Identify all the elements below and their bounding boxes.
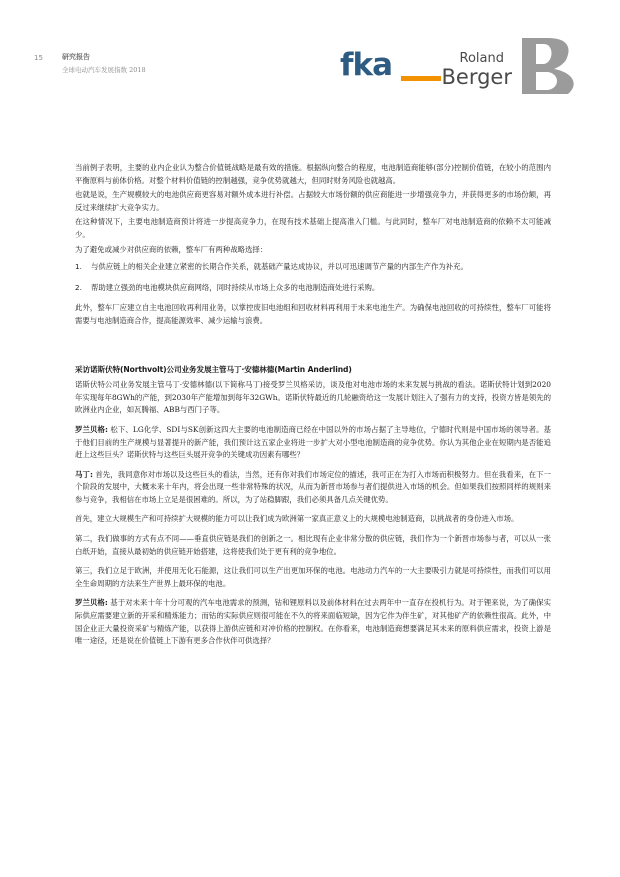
question-text: 松下、LG化学、SDI与SK创新这四大主要的电池制造商已经在中国以外的市场占据了主导地位，宁德时代则是中国市场的领导者。基于他们目前的生产规模与显著提升的新产能，我们预计这五家企业将进一步扩大对小型电池制造商的竞争优势。你认为其他企业在短期内是否能追赶上这些巨头？诺斯伏特与这些巨头展开竞争的关键成功因素有哪些？ [75, 424, 551, 460]
report-label: 研究报告 [62, 53, 90, 61]
question-text: 基于对未来十年十分可观的汽车电池需求的预测，钴和锂原料以及前体材料在过去两年中一直存在投机行为。对于锂来说，为了确保实际供应需要建立新的开采和精炼能力；而钴的实际供应则很可能在不久的将来面临短缺，因为它作为伴生矿，对其他矿产的依赖性很高。此外，中国企业正大量投资采矿与精炼产能，以获得上游供应链和对冲价格的控制权。在你看来，电池制造商想要满足其未来的原料供应需求，投资上游是唯一途径，还是说在价值链上下游有更多合作伙伴可供选择？ [75, 598, 551, 646]
interview-question [75, 597, 551, 647]
answer-text: 首先，我同意你对市场以及这些巨头的看法，当然，还有你对我们市场定位的描述，我可正在为打入市场而积极努力。但在我看来，在下一个阶段的发展中，大概未来十年内，将会出现一些非常特殊的状况，从而为新晋市场参与者们提供进入市场的机会。但如果我们按照同样的规则来参与竞争，我相信在市场上立足是很困难的。所以，为了站稳脚跟，我们必须具备几点关键优势。 [75, 469, 551, 504]
list-number: 1. [75, 262, 82, 272]
report-subtitle: 全球电动汽车发展指数 2018 [62, 66, 146, 74]
interview-question [75, 424, 551, 462]
list-item [75, 261, 551, 274]
fka-logo-text: fka [340, 47, 393, 83]
speaker-label: 罗兰贝格: [75, 424, 108, 434]
interview-intro: 诺斯伏特公司业务发展主管马丁·安德林德(以下简称马丁)接受罗兰贝格采访，谈及他对电池市场的未来发展与挑战的看法。诺斯伏特计划到2020年实现每年8GWh的产能，到2030年产能增加到每年32GWh。诺斯伏特最近的几轮融资给这一发展计划注入了强有力的支持，投资方皆是领先的欧洲业内企业，如瓦腾福、ABB与西门子等。 [75, 380, 551, 415]
paragraph: 当前例子表明，主要的业内企业认为整合价值链战略是最有效的措施。根据纵向整合的程度，电池制造商能够(部分)控制价值链，在较小的范围内平衡原料与前体价格。对整个材料价值链的控制越强，竞争优势就越大，但同时财务风险也就越高。 [75, 163, 551, 185]
paragraph: 在这种情况下，主要电池制造商预计将进一步提高竞争力，在现有技术基础上提高准入门槛。与此同时，整车厂对电池制造商的依赖不太可能减少。 [75, 217, 551, 239]
speaker-label: 罗兰贝格: [75, 598, 108, 608]
page-number: 15 [34, 54, 43, 62]
list-item [75, 282, 551, 295]
interview-title: 采访诺斯伏特(Northvolt)公司业务发展主管马丁·安德林德(Martin Anderlind) [75, 364, 352, 374]
answer-paragraph: 第二，我们做事的方式有点不同——垂直供应链是我们的创新之一。相比现有企业非常分散的供应链，我们作为一个新晋市场参与者，可以从一张白纸开始，直接从最初始的供应链开始搭建，这将使我们处于更有利的竞争地位。 [75, 534, 551, 556]
list-number: 2. [75, 282, 82, 292]
paragraph: 此外，整车厂应建立自主电池回收再利用业务，以掌控废旧电池组和回收材料再利用于未来电池生产。为确保电池回收的可持续性，整车厂可能将需要与电池制造商合作，提高能源效率、减少运输与浪费。 [75, 303, 551, 325]
answer-paragraph: 首先，建立大规模生产和可持续扩大规模的能力可以让我们成为欧洲第一家真正意义上的大规模电池制造商，以挑战者的身份进入市场。 [75, 514, 519, 524]
speaker-label: 马丁: [75, 469, 93, 479]
paragraph: 也就是说，生产规模较大的电池供应商更容易对额外成本进行补偿。占据较大市场份额的供应商能进一步增强竞争力，并获得更多的市场份额，再反过来继续扩大竞争实力。 [75, 190, 551, 212]
rb-logo-line2: Berger [441, 65, 512, 89]
fka-logo [338, 44, 444, 88]
main-content [75, 162, 551, 650]
answer-paragraph: 第三，我们立足于欧洲，并使用无化石能源，这让我们可以生产出更加环保的电池。电池动力汽车的一大主要吸引力就是可持续性，而我们可以用全生命周期的方法来生产世界上最环保的电池。 [75, 566, 551, 588]
interview-answer [75, 469, 551, 507]
rb-logo-line1: Roland [459, 51, 504, 66]
list-text: 帮助建立强劲的电池模块供应商网络，同时持续从市场上众多的电池制造商处进行采购。 [91, 282, 380, 292]
roland-berger-logo [441, 36, 586, 96]
list-text: 与供应链上的相关企业建立紧密的长期合作关系，就基础产量达成协议，并以可迅速调节产量的内部生产作为补充。 [91, 262, 468, 272]
page-header [0, 0, 620, 100]
strategy-list [75, 261, 551, 294]
paragraph: 为了避免或减少对供应商的依赖，整车厂有两种战略选择： [75, 244, 268, 254]
fka-logo-bar [401, 76, 441, 81]
